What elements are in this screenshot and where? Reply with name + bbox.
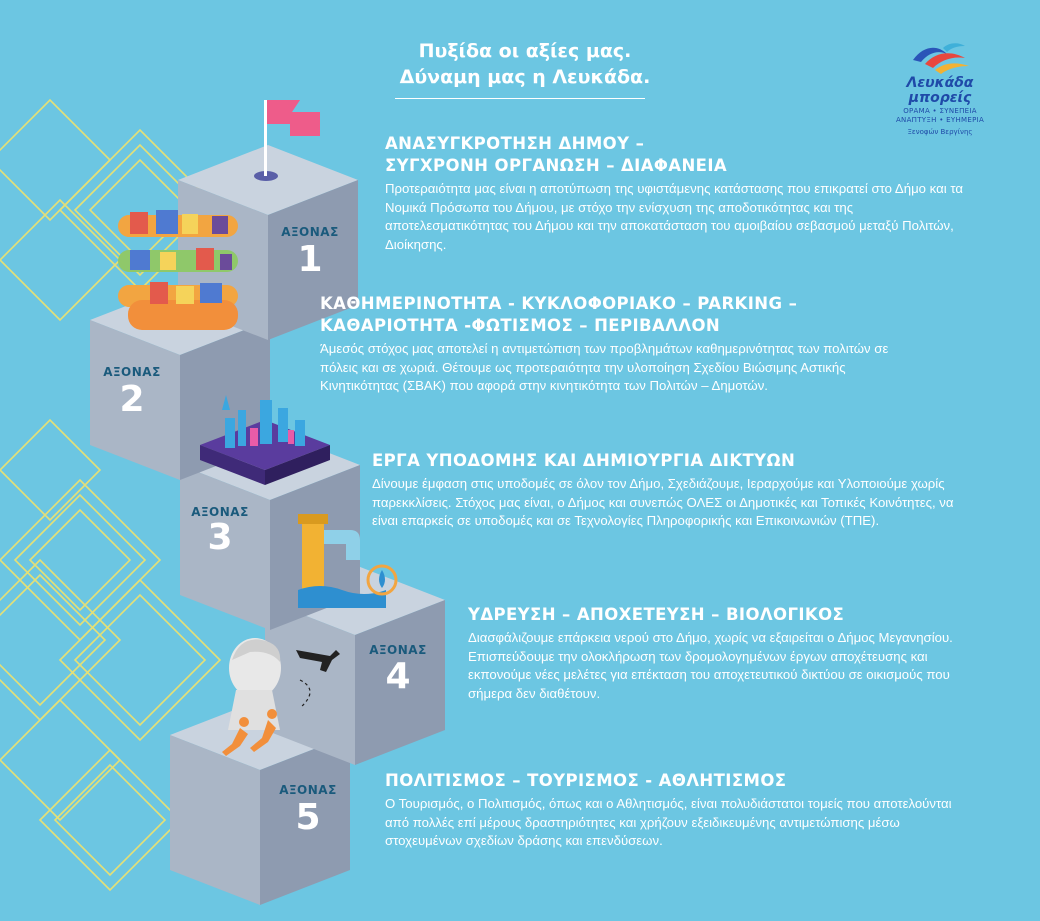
town-illustration-icon	[118, 210, 238, 330]
section-axis-1	[385, 133, 985, 254]
section-2-body: Άμεσός στόχος μας αποτελεί η αντιμετώπιση των προβλημάτων καθημερινότητας των πολιτών σε πόλεις και σε χωριά. Θέτουμε ως προτεραιότητα την υλοποίηση Σχεδίου Βιώσιμης Αστικής Κινητικότητας (ΣΒΑΚ) που αφορά στην κινητικότητα των Πολιτών – Δημοτών.	[320, 341, 889, 393]
section-5-title: ΠΟΛΙΤΙΣΜΟΣ – ΤΟΥΡΙΣΜΟΣ - ΑΘΛΗΤΙΣΜΟΣ	[385, 771, 787, 790]
section-1-title-line-1: ΑΝΑΣΥΓΚΡΟΤΗΣΗ ΔΗΜΟΥ –	[385, 134, 645, 153]
section-4-title: ΥΔΡΕΥΣΗ – ΑΠΟΧΕΤΕΥΣΗ – ΒΙΟΛΟΓΙΚΟΣ	[468, 605, 845, 624]
section-axis-5	[385, 770, 985, 851]
logo-tagline-2: ΑΝΑΠΤΥΞΗ • ΕΥΗΜΕΡΙΑ	[895, 116, 985, 124]
axis-3-label: ΑΞΟΝΑΣ	[191, 505, 249, 519]
logo-name-line-1: Λευκάδα	[906, 75, 974, 91]
section-5-body: Ο Τουρισμός, ο Πολιτισμός, όπως και ο Αθλητισμός, είναι πολυδιάστατοι τομείς που αποτελούνται από πολλές επί μέρους δραστηριότητες και χρήζουν εξειδικευμένης αντιμετώπισης μέσω στοχευμένων σχεδίων δράσης και επενδύσεων.	[385, 796, 952, 848]
section-1-title-line-2: ΣΥΓΧΡΟΝΗ ΟΡΓΑΝΩΣΗ – ΔΙΑΦΑΝΕΙΑ	[385, 156, 728, 175]
logo-person-name: Ξενοφών Βεργίνης	[907, 128, 973, 136]
axis-1-label: ΑΞΟΝΑΣ	[281, 225, 339, 239]
section-3-body: Δίνουμε έμφαση στις υποδομές σε όλον τον Δήμο, Σχεδιάζουμε, Ιεραρχούμε και Υλοποιούμε χωρίς παρεκκλίσεις. Στόχος μας είναι, ο Δήμος και συνεπώς ΟΛΕΣ οι Δημοτικές και Τοπικές Κοινότητες, να είναι επαρκείς σε υποδομές και σε Τεχνολογίες Πληροφορικής και Επικοινωνιών (ΤΠΕ).	[372, 476, 954, 528]
logo-tagline-1: ΟΡΑΜΑ • ΣΥΝΕΠΕΙΑ	[903, 107, 977, 115]
axis-5-label: ΑΞΟΝΑΣ	[279, 783, 337, 797]
axis-3-number: 3	[207, 517, 233, 558]
axis-1-number: 1	[297, 239, 323, 280]
section-2-title-line-1: ΚΑΘΗΜΕΡΙΝΟΤΗΤΑ - ΚΥΚΛΟΦΟΡΙΑΚΟ – PARKING –	[320, 294, 798, 313]
section-axis-2	[320, 293, 920, 396]
section-axis-4	[468, 604, 998, 703]
section-2-title-line-2: ΚΑΘΑΡΙΟΤΗΤΑ -ΦΩΤΙΣΜΟΣ – ΠΕΡΙΒΑΛΛΟΝ	[320, 316, 721, 335]
slogan-line-2: Δύναμη μας η Λευκάδα.	[399, 66, 651, 88]
slogan-line-1: Πυξίδα οι αξίες μας.	[418, 40, 632, 62]
axis-4-label: ΑΞΟΝΑΣ	[369, 643, 427, 657]
section-3-title: ΕΡΓΑ ΥΠΟΔΟΜΗΣ ΚΑΙ ΔΗΜΙΟΥΡΓΙΑ ΔΙΚΤΥΩΝ	[372, 451, 796, 470]
section-1-body: Προτεραιότητα μας είναι η αποτύπωση της υφιστάμενης κατάστασης που επικρατεί στο Δήμο και τα Νομικά Πρόσωπα του Δήμου, με στόχο την ενίσχυση της αποδοτικότητας και της αποτελεσματικότητας του Δήμου και την αποκατάσταση του αμοιβαίου σεβασμού μεταξύ Πολιτών, Διοίκησης.	[385, 181, 963, 252]
logo-name-line-2: μπορείς	[908, 90, 972, 106]
section-4-body: Διασφάλιζουμε επάρκεια νερού στο Δήμο, χωρίς να εξαιρείται ο Δήμος Μεγανησίου. Επισπεύδουμε την ολοκλήρωση των δρομολογημένων έργων αποχέτευσης και εκπονούμε νέες μελέτες για επέκταση του αποχετευτικού δικτύου σε οικισμούς που σήμερα δεν διαθέτουν.	[468, 630, 953, 701]
axis-2-label: ΑΞΟΝΑΣ	[103, 365, 161, 379]
axis-5-number: 5	[295, 797, 321, 838]
axis-4-number: 4	[385, 656, 411, 697]
section-axis-3	[372, 450, 982, 531]
axis-2-number: 2	[119, 379, 145, 420]
